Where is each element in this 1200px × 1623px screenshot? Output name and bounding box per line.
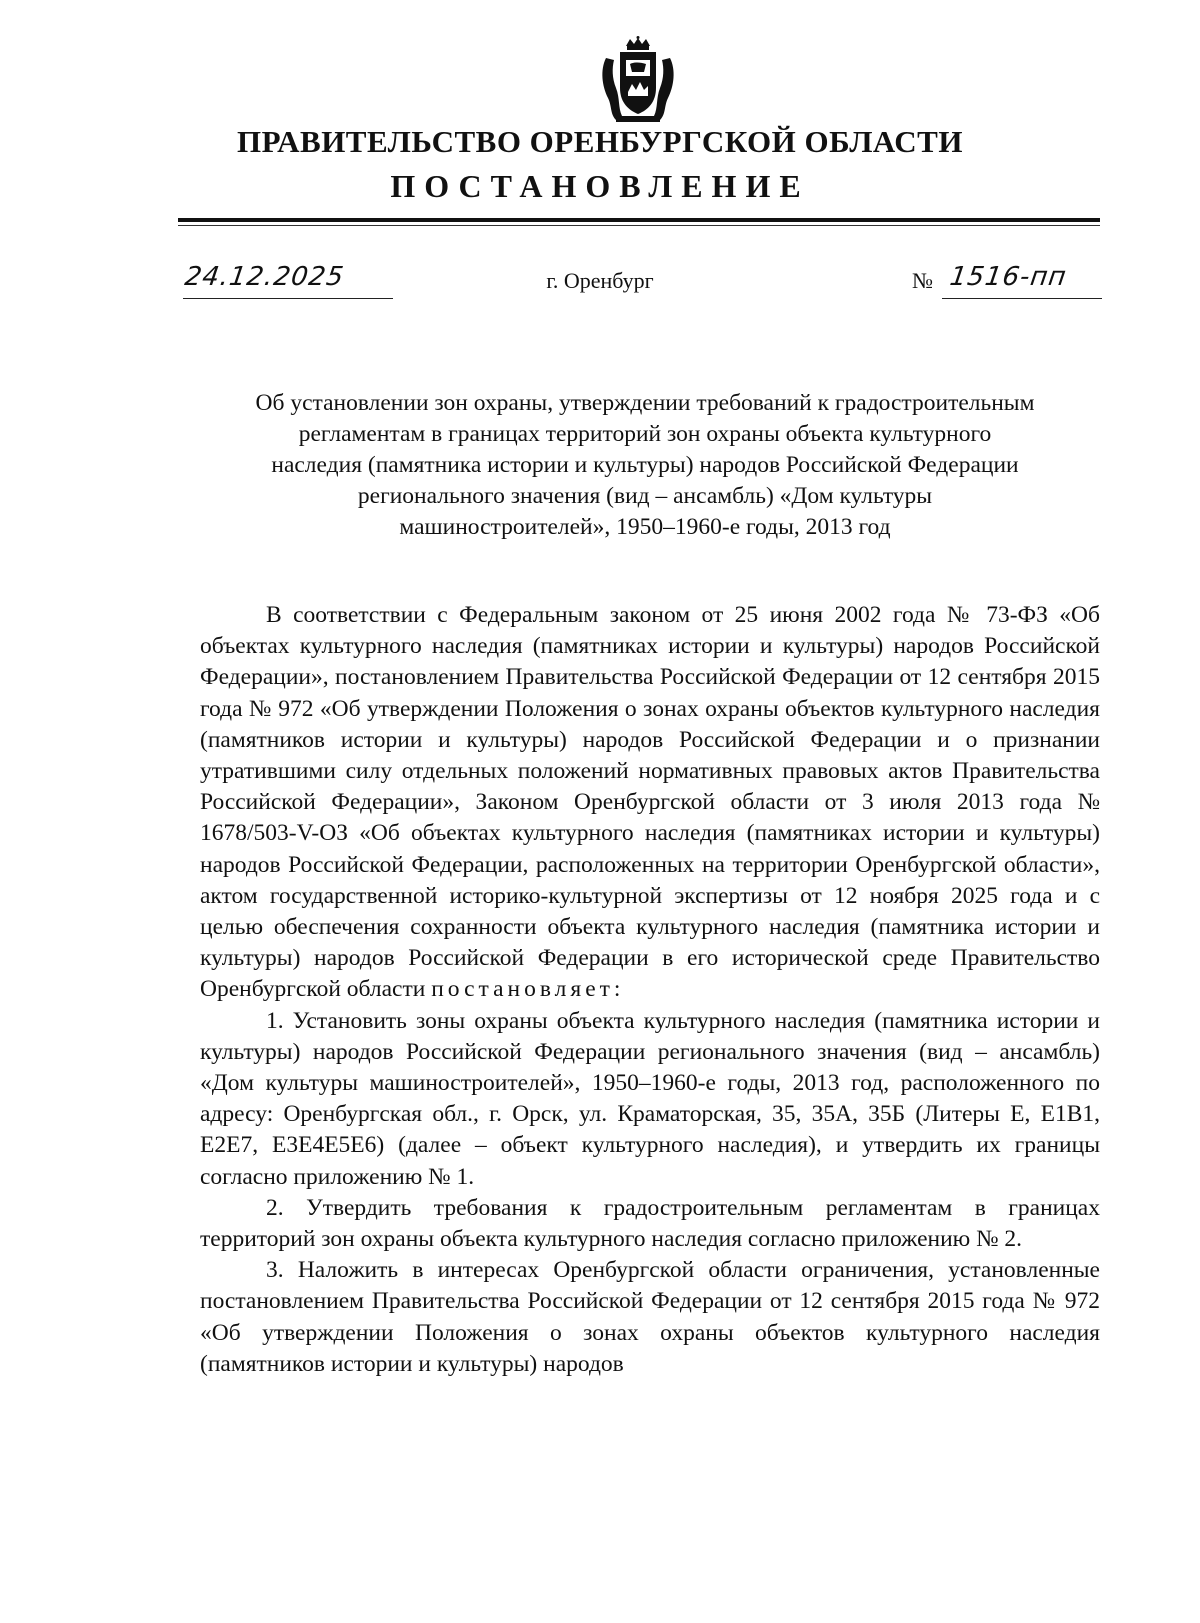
header-rule-thick	[178, 218, 1100, 222]
preamble-paragraph	[200, 600, 1100, 1006]
header-rule-thin	[178, 225, 1100, 226]
document-body	[200, 600, 1100, 1380]
preamble-text: В соответствии с Федеральным законом от 25 июня 2002 года № 73-ФЗ «Об объектах культурного наследия (памятниках истории и культуры) народов Российской Федерации», постановлением Правительства Российской Федерации от 12 сентября 2015 года № 972 «Об утверждении Положения о зонах охраны объектов культурного наследия (памятников истории и культуры) народов Российской Федерации и о признании утратившими силу отдельных положений нормативных правовых актов Правительства Российской Федерации», Законом Оренбургской области от 3 июля 2013 года № 1678/503-V-ОЗ «Об объектах культурного наследия (памятниках истории и культуры) народов Российской Федерации, расположенных на территории Оренбургской области», актом государственной историко-культурной экспертизы от 12 ноября 2025 года и с целью обеспечения сохранности объекта культурного наследия (памятника истории и культуры) народов Российской Федерации в его исторической среде Правительство Оренбургской области	[200, 602, 1100, 1003]
title-line: машиностроителей», 1950–1960-е годы, 2013 год	[399, 514, 891, 540]
document-type: ПОСТАНОВЛЕНИЕ	[390, 168, 810, 204]
coat-of-arms-emblem	[596, 36, 680, 124]
title-line: наследия (памятника истории и культуры) народов Российской Федерации	[271, 452, 1019, 478]
number-label: №	[912, 268, 933, 293]
document-city: г. Оренбург	[546, 268, 654, 293]
document-title	[190, 388, 1100, 543]
item-paragraph-1: 1. Установить зоны охраны объекта культурного наследия (памятника истории и культуры) народов Российской Федерации регионального значения (вид – ансамбль) «Дом культуры машиностроителей», 1950–1960-е годы, 2013 год, расположенного по адресу: Оренбургская обл., г. Орск, ул. Краматорская, 35, 35А, 35Б (Литеры Е, Е1В1, Е2Е7, Е3Е4Е5Е6) (далее – объект культурного наследия), и утвердить их границы согласно приложению № 1.	[200, 1007, 1100, 1190]
title-line: Об установлении зон охраны, утверждении требований к градостроительным	[255, 390, 1035, 416]
document-number-field	[912, 262, 1102, 298]
document-number: 1516-пп	[947, 262, 1069, 292]
document-date: 24.12.2025	[182, 262, 346, 292]
item-paragraph-2: 2. Утвердить требования к градостроительным регламентам в границах территорий зон охраны объекта культурного наследия согласно приложению № 2.	[200, 1194, 1100, 1253]
resolves-word: постановляет:	[431, 976, 625, 1003]
issuing-authority: ПРАВИТЕЛЬСТВО ОРЕНБУРГСКОЙ ОБЛАСТИ	[237, 124, 963, 159]
title-line: регионального значения (вид – ансамбль) «Дом культуры	[357, 483, 933, 509]
title-line: регламентам в границах территорий зон охраны объекта культурного	[298, 421, 992, 447]
item-paragraph-3: 3. Наложить в интересах Оренбургской области ограничения, установленные постановлением Правительства Российской Федерации от 12 сентября 2015 года № 972 «Об утверждении Положения о зонах охраны объектов культурного наследия (памятников истории и культуры) народов	[200, 1257, 1100, 1377]
